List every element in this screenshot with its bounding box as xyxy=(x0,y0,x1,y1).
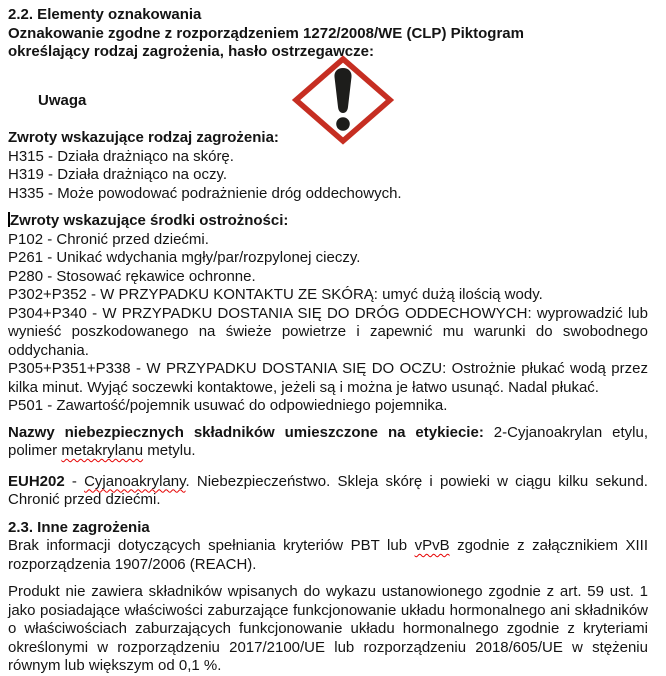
precaution-statements-heading xyxy=(8,212,648,231)
exclamation-dot xyxy=(336,117,350,131)
euh202-separator: - xyxy=(64,472,85,490)
hazard-statement-h315: H315 - Działa drażniąco na skórę. xyxy=(8,147,234,165)
pbt-text-pre: Brak informacji dotyczących spełniania kryteriów PBT lub xyxy=(8,537,415,554)
signal-word: Uwaga xyxy=(38,91,87,109)
hazard-statement-h335: H335 - Może powodować podrażnienie dróg oddechowych. xyxy=(8,184,402,202)
precaution-statement-p304-p340: P304+P340 - W PRZYPADKU DOSTANIA SIĘ DO DRÓG ODDECHOWYCH: wyprowadzić lub wynieść poszkodowanego na świeże powietrze i zapewnić mu warunki do swobodnego oddychania. xyxy=(8,304,648,359)
precaution-statement-p280: P280 - Stosować rękawice ochronne. xyxy=(8,267,256,285)
labelling-intro-line2: określający rodzaj zagrożenia, hasło ostrzegawcze: xyxy=(8,43,374,60)
dangerous-ingredients-label: Nazwy niebezpiecznych składników umieszczone na etykiecie: xyxy=(8,423,484,441)
euh202-text: . Niebezpieczeństwo. Skleja skórę i powieki w ciągu kilku sekund. Chronić przed dziećmi. xyxy=(8,472,648,508)
dangerous-ingredients-value-pre: 2-Cyjanoakrylan etylu, polimer xyxy=(8,423,648,459)
pbt-vpvb-paragraph xyxy=(8,537,648,574)
labelling-intro-line1: Oznakowanie zgodne z rozporządzeniem 1272/2008/WE (CLP) Piktogram xyxy=(8,24,524,42)
euh202-paragraph xyxy=(8,473,648,510)
endocrine-disruptor-paragraph: Produkt nie zawiera składników wpisanych do wykazu ustanowionego zgodnie z art. 59 ust. 1 jako posiadające właściwości zaburzające funkcjonowanie układu hormonalnego ani składników o właściwościach zaburzających funkcjonowanie układu hormonalnego zgodnie z kryteriami określonymi w rozporządzeniu 2017/2100/UE lub rozporządzeniu 2018/605/UE w stężeniu równym lub większym od 0,1 %. xyxy=(8,583,648,674)
misspelled-word-cyjanoakrylany: Cyjanoakrylany xyxy=(84,472,186,490)
hazard-statements-heading: Zwroty wskazujące rodzaj zagrożenia: xyxy=(8,129,279,146)
ghs07-diamond-icon xyxy=(292,55,394,145)
dangerous-ingredients-paragraph xyxy=(8,424,648,461)
ghs07-exclamation-pictogram xyxy=(292,55,394,145)
dangerous-ingredients-value-post: metylu. xyxy=(143,442,196,459)
precaution-statement-p305-p351-p338: P305+P351+P338 - W PRZYPADKU DOSTANIA SIĘ DO OCZU: Ostrożnie płukać wodą przez kilka minut. Wyjąć soczewki kontaktowe, jeżeli są i można je łatwo usunąć. Nadal płukać. xyxy=(8,360,648,396)
precaution-statement-p102: P102 - Chronić przed dziećmi. xyxy=(8,230,209,248)
hazard-statement-h319: H319 - Działa drażniąco na oczy. xyxy=(8,166,227,183)
precaution-statement-p302-p352: P302+P352 - W PRZYPADKU KONTAKTU ZE SKÓRĄ: umyć dużą ilością wody. xyxy=(8,286,543,303)
euh202-code: EUH202 xyxy=(8,472,65,490)
misspelled-word-vpvb: vPvB xyxy=(414,537,450,554)
section-2-3-heading: 2.3. Inne zagrożenia xyxy=(8,518,150,536)
section-2-2-heading: 2.2. Elementy oznakowania xyxy=(8,6,202,23)
precaution-heading-label: Zwroty wskazujące środki ostrożności: xyxy=(10,212,289,229)
pbt-text-post: zgodnie z załącznikiem XIII rozporządzenia 1907/2006 (REACH). xyxy=(8,537,648,573)
precaution-statement-p501: P501 - Zawartość/pojemnik usuwać do odpowiedniego pojemnika. xyxy=(8,397,448,414)
misspelled-word-metakrylanu: metakrylanu xyxy=(61,442,144,459)
precaution-statement-p261: P261 - Unikać wdychania mgły/par/rozpylonej cieczy. xyxy=(8,249,361,266)
